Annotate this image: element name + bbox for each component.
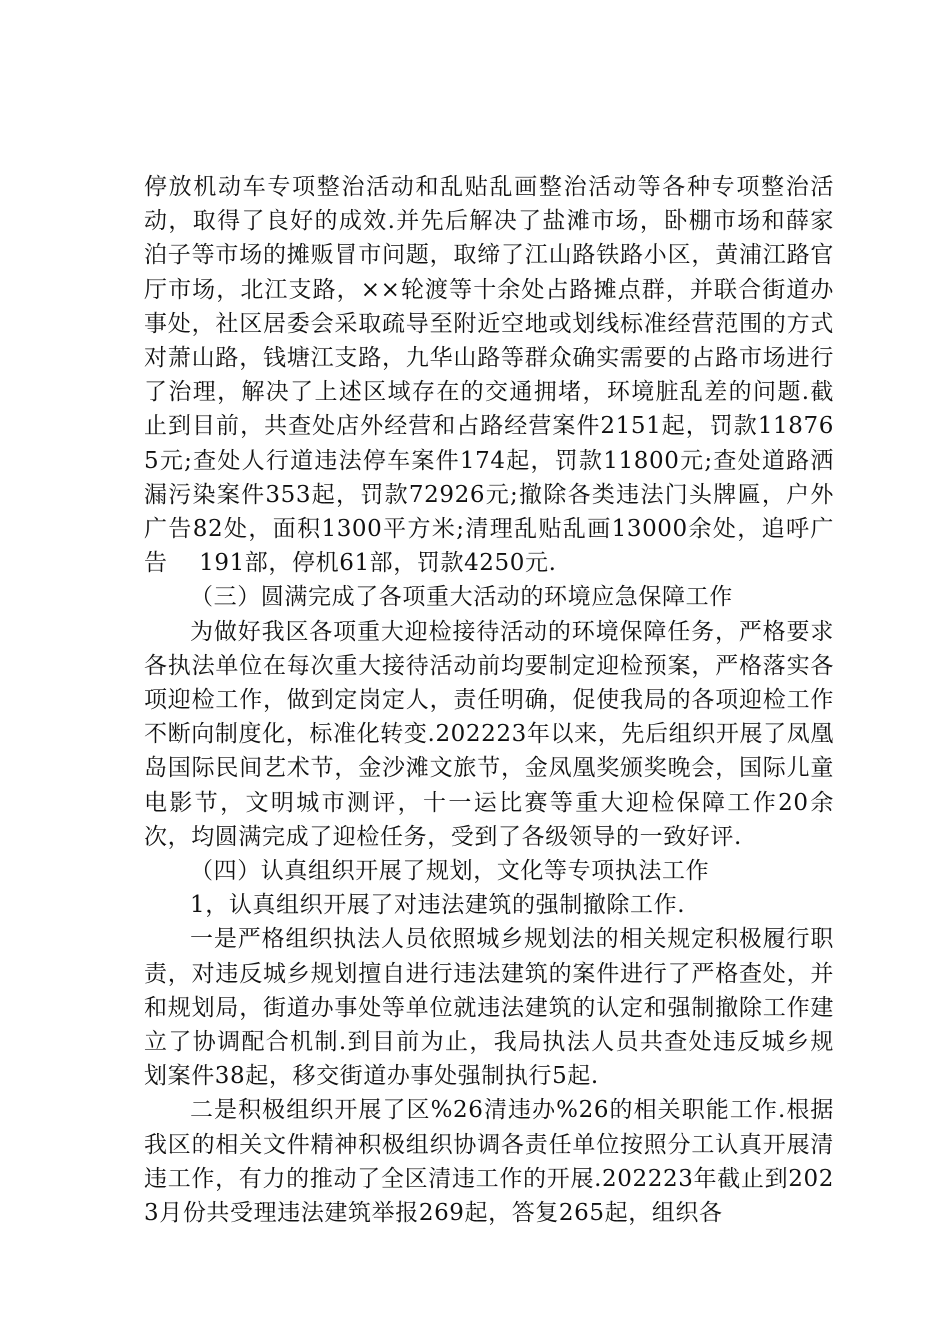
document-body <box>144 170 834 1230</box>
body-paragraph-continuation: 停放机动车专项整治活动和乱贴乱画整治活动等各种专项整治活动，取得了良好的成效.并先后解决了盐滩市场，卧棚市场和薛家泊子等市场的摊贩冒市问题，取缔了江山路铁路小区，黄浦江路官厅市场，北江支路，××轮渡等十余处占路摊点群，并联合街道办事处，社区居委会采取疏导至附近空地或划线标准经营范围的方式对萧山路，钱塘江支路，九华山路等群众确实需要的占路市场进行了治理，解决了上述区域存在的交通拥堵，环境脏乱差的问题.截止到目前，共查处店外经营和占路经营案件2151起，罚款118765元;查处人行道违法停车案件174起，罚款11800元;查处道路洒漏污染案件353起，罚款72926元;撤除各类违法门头牌匾，户外广告82处，面积1300平方米;清理乱贴乱画13000余处，追呼广告 191部，停机61部，罚款4250元. <box>144 174 834 577</box>
body-paragraph-first-point: 一是严格组织执法人员依照城乡规划法的相关规定积极履行职责，对违反城乡规划擅自进行违法建筑的案件进行了严格查处，并和规划局，街道办事处等单位就违法建筑的认定和强制撤除工作建立了协调配合机制.到目前为止，我局执法人员共查处违反城乡规划案件38起，移交街道办事处强制执行5起. <box>144 926 834 1090</box>
section-heading-4: （四）认真组织开展了规划，文化等专项执法工作 <box>190 858 710 885</box>
body-paragraph-second-point: 二是积极组织开展了区%26清违办%26的相关职能工作.根据我区的相关文件精神积极组织协调各责任单位按照分工认真开展清违工作，有力的推动了全区清违工作的开展.202223年截止到2023月份共受理违法建筑举报269起，答复265起，组织各 <box>144 1097 834 1227</box>
subsection-heading-1: 1，认真组织开展了对违法建筑的强制撤除工作. <box>190 892 686 919</box>
body-paragraph-support-work: 为做好我区各项重大迎检接待活动的环境保障任务，严格要求各执法单位在每次重大接待活动前均要制定迎检预案，严格落实各项迎检工作，做到定岗定人，责任明确，促使我局的各项迎检工作不断向制度化，标准化转变.202223年以来，先后组织开展了凤凰岛国际民间艺术节，金沙滩文旅节，金凤凰奖颁奖晚会，国际儿童电影节，文明城市测评，十一运比赛等重大迎检保障工作20余次，均圆满完成了迎检任务，受到了各级领导的一致好评. <box>144 618 834 850</box>
section-heading-3: （三）圆满完成了各项重大活动的环境应急保障工作 <box>190 584 733 611</box>
